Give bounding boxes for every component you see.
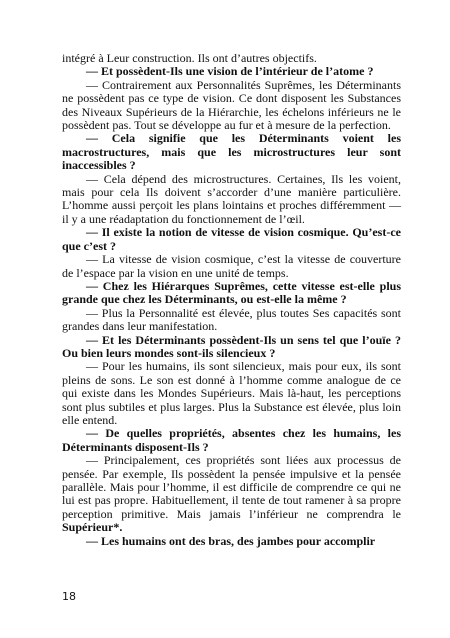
page-number: 18 [62, 590, 76, 603]
question-paragraph: — Et les Déterminants possèdent-Ils un sens tel que l’ouïe ? Ou bien leurs mondes sont-ils silencieux ? [62, 332, 401, 360]
document-body [62, 52, 401, 548]
question-paragraph: — Il existe la notion de vitesse de vision cosmique. Qu’est-ce que c’est ? [62, 225, 401, 253]
answer-paragraph: — Contrairement aux Personnalités Suprêmes, les Déterminants ne possèdent pas ce type de vision. Ce dont disposent les Substances des Niveaux Supérieurs de la Hiérarchie, les échelons inférieurs ne le possèdent pas. Tout se développe au fur et à mesure de la perfection. [62, 77, 401, 133]
answer-text: — Principalement, ces propriétés sont liées aux processus de pensée. Par exemple, Ils possèdent la pensée impulsive et la pensée parallèle. Mais pour l’homme, il est difficile de comprendre ce qui ne lui est pas propre. Habituellement, il tente de tout ramener à sa propre perception primitive. Mais jamais l’inférieur ne comprendra le [62, 453, 401, 521]
answer-paragraph: — Plus la Personnalité est élevée, plus toutes Ses capacités sont grandes dans leur manifestation. [62, 305, 401, 334]
answer-bold-tail: Supérieur*. [62, 520, 123, 535]
question-paragraph: — Les humains ont des bras, des jambes pour accomplir [86, 533, 376, 548]
answer-paragraph: — Pour les humains, ils sont silencieux, mais pour eux, ils sont pleins de sons. Le son est donné à l’homme comme analogue de ce qui existe dans les Mondes Supérieurs. Mais là-haut, les perceptions sont plus subtiles et plus larges. Plus la Substance est élevée, plus loin elle entend. [62, 359, 401, 427]
answer-paragraph: — Cela dépend des microstructures. Certaines, Ils les voient, mais pour cela Ils doivent s’accorder d’une manière particulière. L’homme aussi perçoit les plans lointains et proches différemment — il y a une réadaptation du fonctionnement de l’œil. [62, 171, 401, 226]
paragraph-continuation: intégré à Leur construction. Ils ont d’autres objectifs. [62, 51, 317, 65]
question-paragraph: — De quelles propriétés, absentes chez les humains, les Déterminants disposent-Ils ? [62, 426, 401, 454]
answer-paragraph: — La vitesse de vision cosmique, c’est la vitesse de couverture de l’espace par la vision en une unité de temps. [62, 252, 401, 280]
question-paragraph: — Et possèdent-Ils une vision de l’intérieur de l’atome ? [86, 64, 374, 79]
question-paragraph: — Cela signifie que les Déterminants voient les macrostructures, mais que les microstructures leur sont inaccessibles ? [62, 131, 401, 173]
question-paragraph: — Chez les Hiérarques Suprêmes, cette vitesse est-elle plus grande que chez les Déterminants, ou est-elle la même ? [62, 278, 401, 307]
answer-paragraph [62, 454, 401, 534]
